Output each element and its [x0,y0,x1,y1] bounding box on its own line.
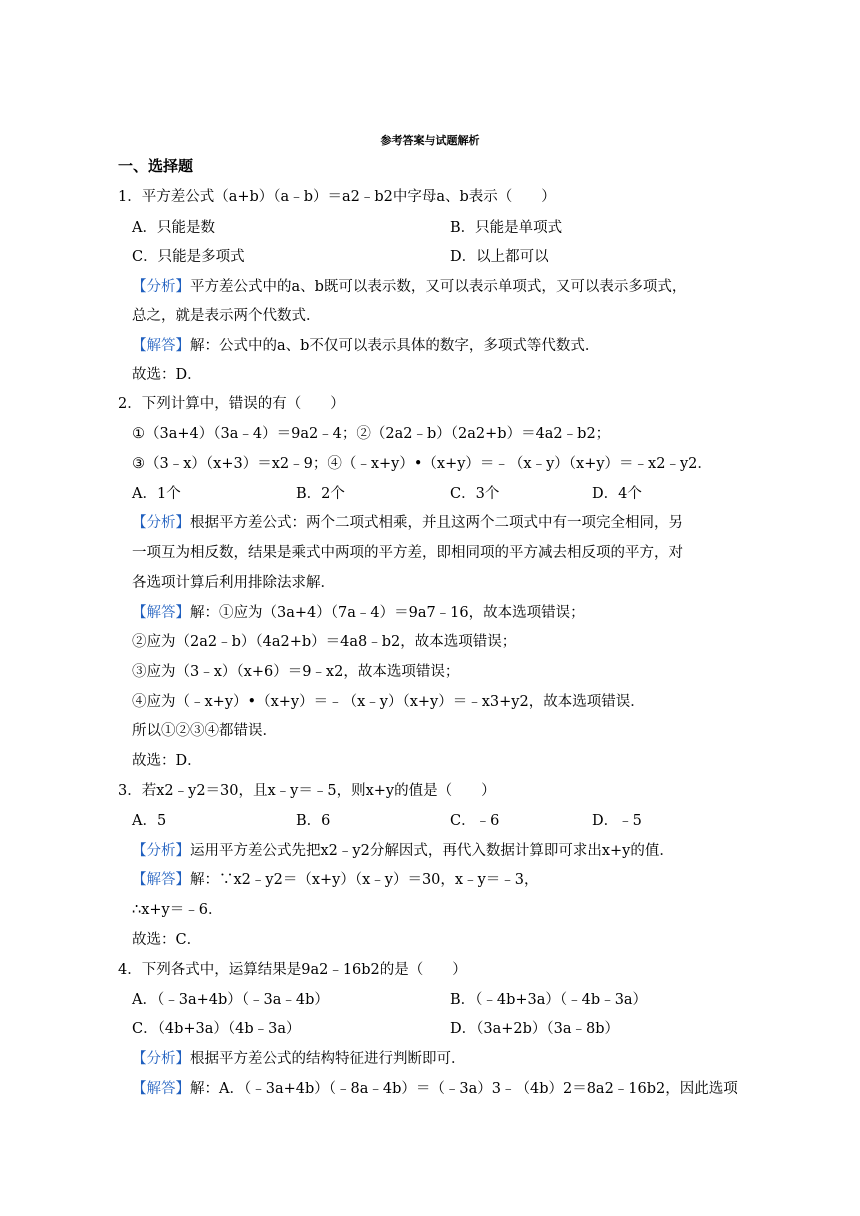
q3-option-d: D．﹣5 [592,813,642,829]
q2-items-line-2: ③（3﹣x）（x+3）＝x2﹣9；④（﹣x+y）•（x+y）＝﹣（x﹣y）（x+y）＝﹣x2﹣y2． [132,456,712,472]
q4-option-b: B．（﹣4b+3a）（﹣4b﹣3a） [450,992,648,1008]
q4-option-a: A．（﹣3a+4b）（﹣3a﹣4b） [132,992,329,1008]
answer-tag: 【解答】 [132,338,190,354]
q3-option-c: C．﹣6 [450,813,500,829]
q4-analysis [132,1049,466,1069]
q3-answer-text: 解：∵x2﹣y2＝（x+y）（x﹣y）＝30，x﹣y＝﹣3， [190,872,539,888]
q1-option-d: D．以上都可以 [450,249,549,265]
q1-analysis-text: 平方差公式中的a、b既可以表示数，又可以表示单项式，又可以表示多项式， [190,279,687,295]
question-1-stem: 1．平方差公式（a+b）（a﹣b）＝a2﹣b2中字母a、b表示（ ） [118,189,556,205]
q2-analysis-cont-1: 一项互为相反数，结果是乘式中两项的平方差，即相同项的平方减去相反项的平方，对 [132,545,683,561]
q3-answer-line-2: ∴x+y＝﹣6． [132,902,223,918]
analysis-tag: 【分析】 [132,279,190,295]
q2-answer [132,603,585,623]
question-2-stem: 2．下列计算中，错误的有（ ） [118,396,345,412]
q2-option-a: A．1个 [132,486,181,502]
q4-answer [132,1079,738,1099]
q4-analysis-text: 根据平方差公式的结构特征进行判断即可． [190,1051,466,1067]
q4-answer-text: 解：A．（﹣3a+4b）（﹣8a﹣4b）＝（﹣3a）3﹣（4b）2＝8a2﹣16b2，因此选项 [190,1081,738,1097]
q1-option-b: B．只能是单项式 [450,220,563,236]
q1-analysis [132,277,686,297]
q2-option-b: B．2个 [296,486,345,502]
q4-option-c: C．（4b+3a）（4b﹣3a） [132,1021,301,1037]
q2-analysis [132,513,683,533]
q1-choice: 故选：D． [132,367,202,383]
q2-answer-line-4: ④应为（﹣x+y）•（x+y）＝﹣（x﹣y）（x+y）＝﹣x3+y2，故本选项错误． [132,694,645,710]
q2-analysis-cont-2: 各选项计算后利用排除法求解． [132,575,335,591]
question-4-stem: 4．下列各式中，运算结果是9a2﹣16b2的是（ ） [118,962,467,978]
section-heading: 一、选择题 [118,157,194,175]
analysis-tag: 【分析】 [132,843,190,859]
q2-answer-line-2: ②应为（2a2﹣b）（4a2+b）＝4a8﹣b2，故本选项错误； [132,634,517,650]
q2-option-c: C．3个 [450,486,500,502]
analysis-tag: 【分析】 [132,1051,190,1067]
q1-analysis-cont: 总之，就是表示两个代数式． [132,308,321,324]
q3-analysis-text: 运用平方差公式先把x2﹣y2分解因式，再代入数据计算即可求出x+y的值． [190,843,674,859]
q2-choice: 故选：D． [132,753,202,769]
q3-option-b: B．6 [296,813,331,829]
q2-answer-text: 解：①应为（3a+4）（7a﹣4）＝9a7﹣16，故本选项错误； [190,605,585,621]
q3-choice: 故选：C． [132,932,202,948]
q2-answer-line-5: 所以①②③④都错误． [132,723,277,739]
q3-answer [132,870,539,890]
page-title: 参考答案与试题解析 [380,134,480,147]
q2-items-line-1: ①（3a+4）（3a﹣4）＝9a2﹣4；②（2a2﹣b）（2a2+b）＝4a2﹣b2； [132,426,611,442]
q3-analysis [132,841,674,861]
q4-option-d: D．（3a+2b）（3a﹣8b） [450,1021,620,1037]
analysis-tag: 【分析】 [132,515,190,531]
q1-option-c: C．只能是多项式 [132,249,245,265]
answer-tag: 【解答】 [132,872,190,888]
q2-analysis-text: 根据平方差公式：两个二项式相乘，并且这两个二项式中有一项完全相同，另 [190,515,683,531]
q1-answer [132,336,599,356]
q3-option-a: A．5 [132,813,167,829]
q2-answer-line-3: ③应为（3﹣x）（x+6）＝9﹣x2，故本选项错误； [132,664,460,680]
q1-option-a: A．只能是数 [132,220,215,236]
q2-option-d: D．4个 [592,486,642,502]
question-3-stem: 3．若x2﹣y2＝30，且x﹣y＝﹣5，则x+y的值是（ ） [118,783,496,799]
answer-tag: 【解答】 [132,605,190,621]
q1-answer-text: 解：公式中的a、b不仅可以表示具体的数字，多项式等代数式． [190,338,600,354]
answer-tag: 【解答】 [132,1081,190,1097]
